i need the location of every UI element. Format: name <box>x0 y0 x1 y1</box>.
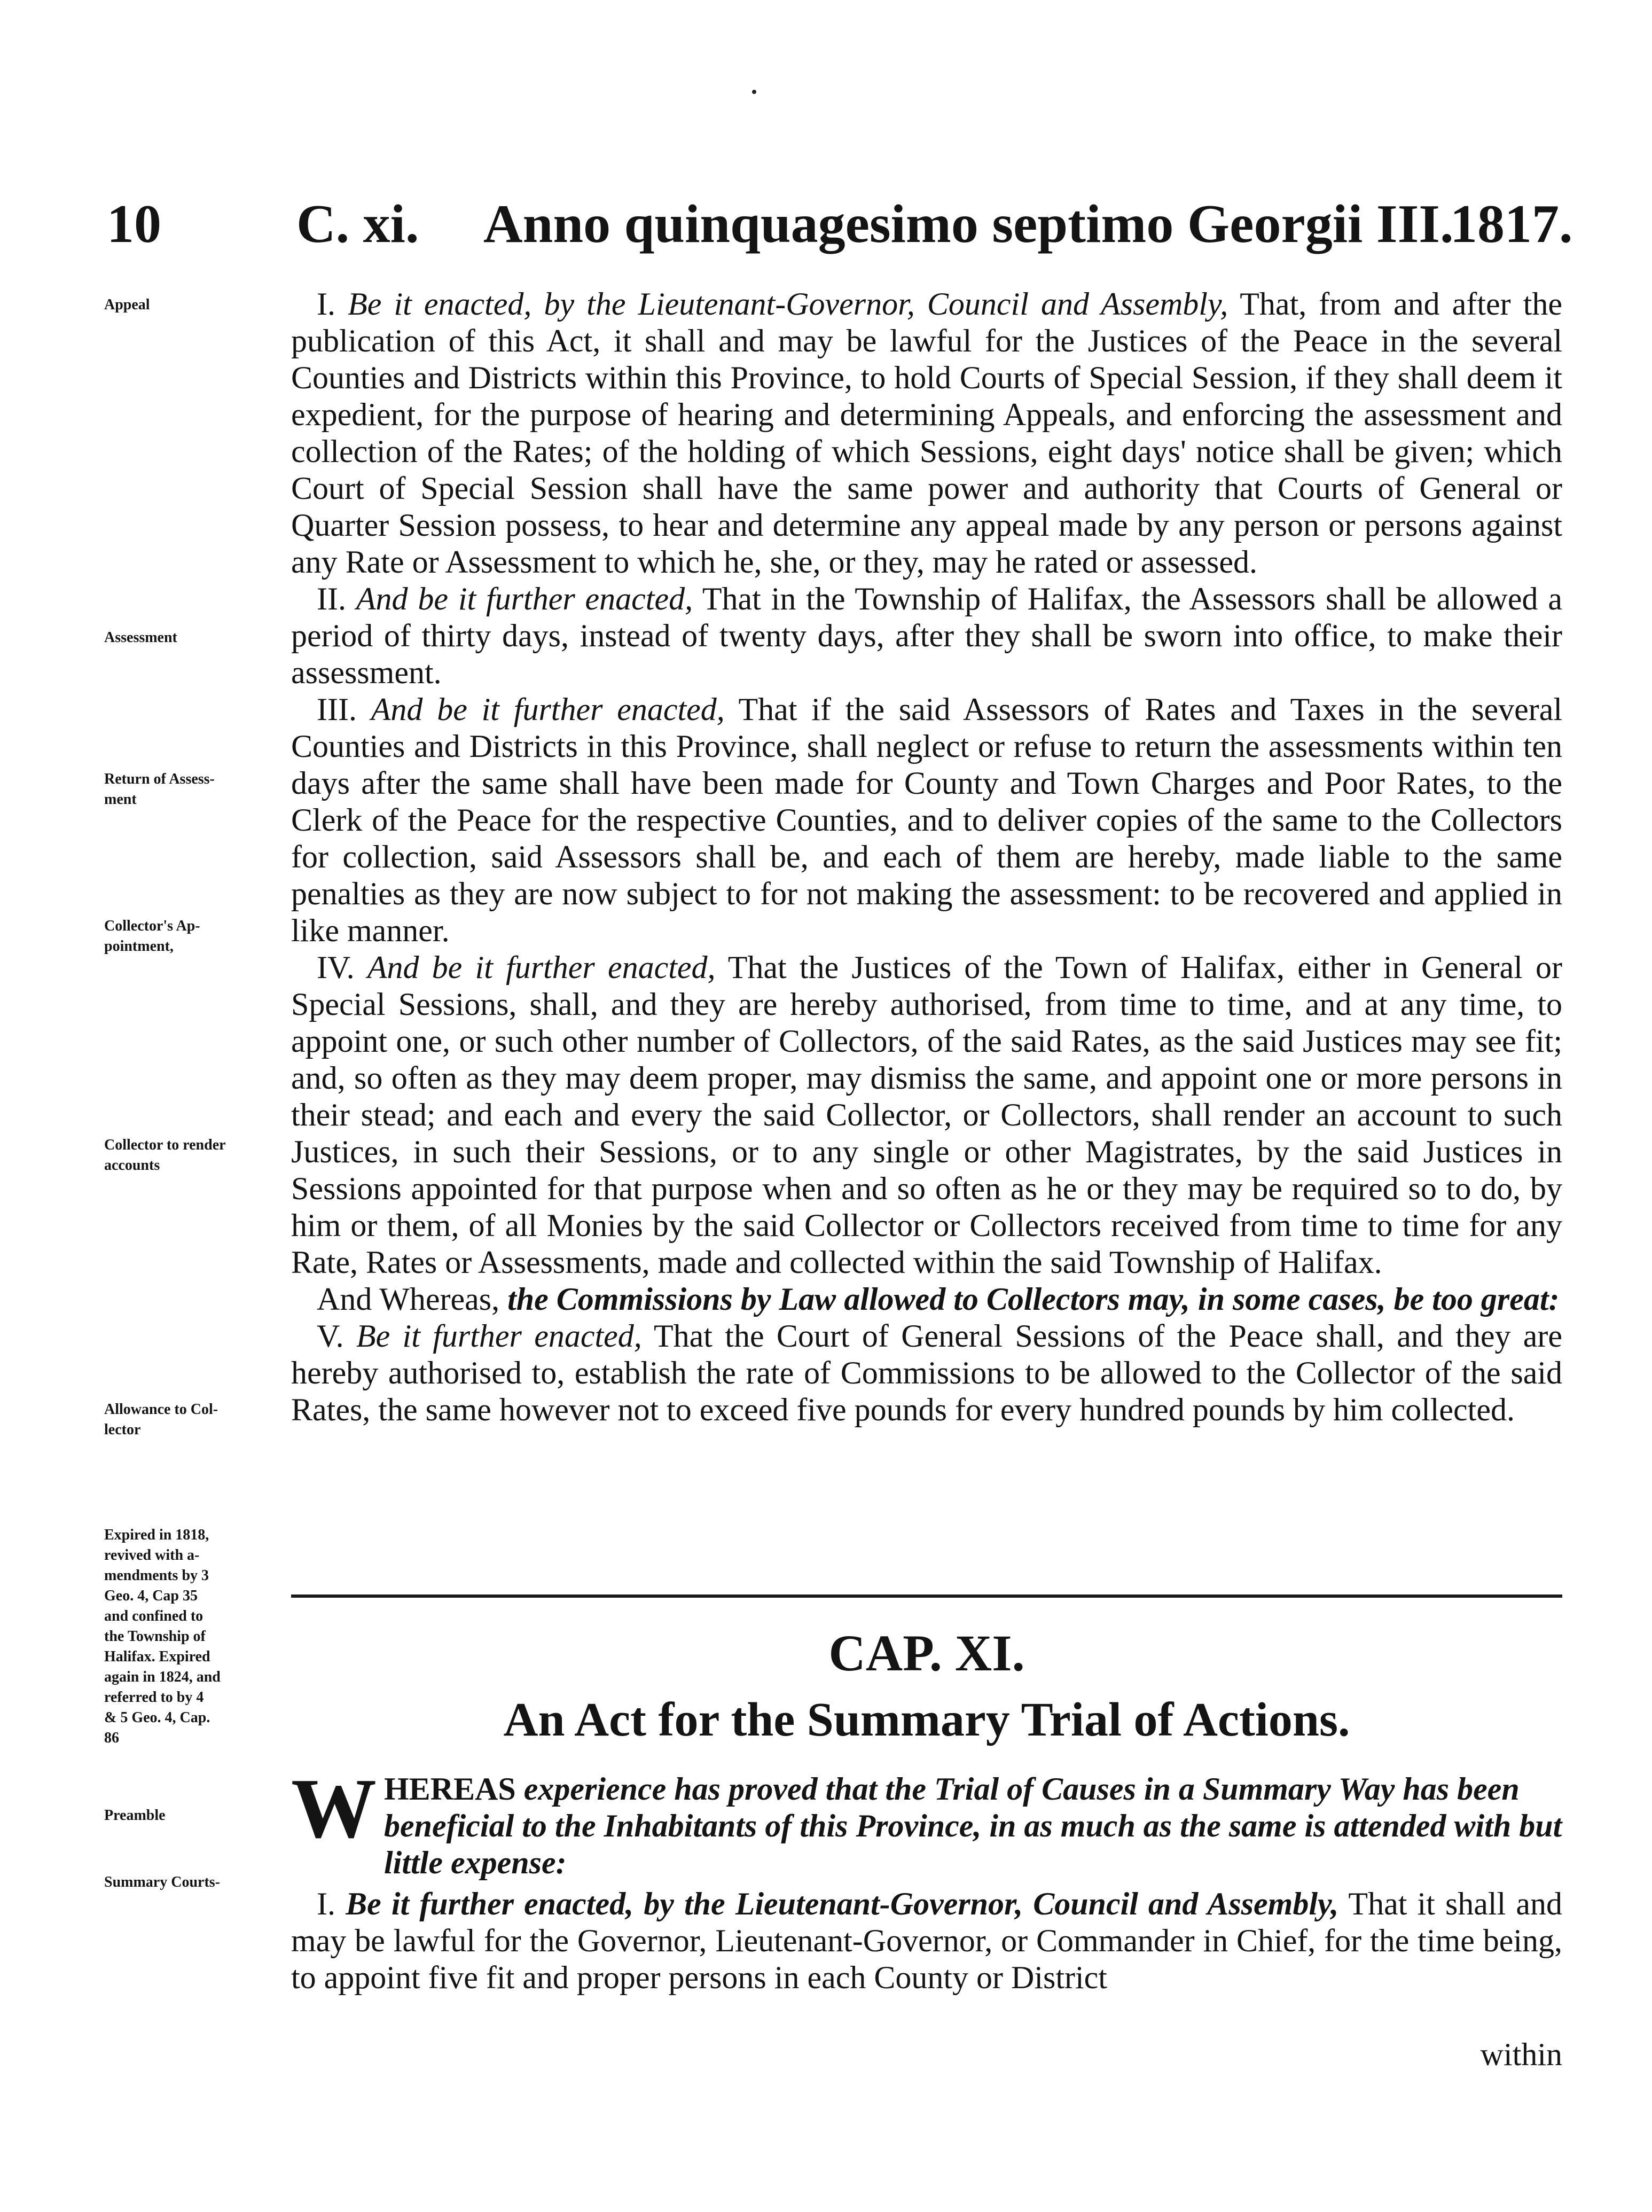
summary-courts-section <box>291 1886 1562 1996</box>
drop-cap: W <box>291 1761 377 1856</box>
page-number: 10 <box>107 194 161 254</box>
chapter-label: C. xi. <box>296 194 419 254</box>
enacting-clause: And be it further enacted, <box>356 581 693 616</box>
section-2 <box>291 581 1562 691</box>
section-number: V. <box>317 1318 344 1354</box>
margin-note-assessment: Assessment <box>104 629 177 646</box>
enacting-clause: Be it further enacted, <box>356 1318 642 1354</box>
margin-note-appeal: Appeal <box>104 296 150 313</box>
section-1 <box>291 286 1562 581</box>
catchword: within <box>1480 2037 1562 2072</box>
enacting-clause: Be it further enacted, by the Lieutenant-Governor, Council and Assembly, <box>346 1886 1339 1921</box>
margin-note-allowance: Allowance to Col- lector <box>104 1401 218 1438</box>
section-number: I. <box>317 286 335 322</box>
margin-note-expired: Expired in 1818, revived with a- mendments by 3 Geo. 4, Cap 35 and confined to the Township of Halifax. Expired again in 1824, and referred to by 4 & 5 Geo. 4, Cap. 86 <box>104 1527 221 1746</box>
section-text: That if the said Assessors of Rates and Taxes in the several Counties and Districts in this Province, shall neglect or refuse to return the assessments within ten days after the same shall have been made for County and Town Charges and Poor Rates, to the Clerk of the Peace for the respective Counties, and to deliver copies of the same to the Collectors for collection, said Assessors shall be, and each of them are hereby, made liable to the same penalties as they are now subject to for not making the assessment: to be recovered and applied in like manner. <box>291 692 1563 948</box>
running-title: Anno quinquagesimo septimo Georgii III. <box>483 194 1454 254</box>
whereas-lead: And Whereas, <box>317 1281 500 1317</box>
section-5 <box>291 1318 1562 1428</box>
section-number: IV. <box>317 950 355 985</box>
section-text: That in the Township of Halifax, the Assessors shall be allowed a period of thirty days, instead of twenty days, after they shall be sworn into office, to make their assessment. <box>291 581 1563 690</box>
act-title: An Act for the Summary Trial of Actions. <box>503 1693 1350 1746</box>
print-speck <box>752 90 756 94</box>
preamble-paragraph <box>291 1761 1562 1881</box>
section-4 <box>291 949 1562 1281</box>
enacting-clause: And be it further enacted, <box>367 950 716 985</box>
whereas-clause <box>291 1281 1562 1318</box>
section-3 <box>291 691 1562 949</box>
margin-note-summary-courts: Summary Courts- <box>104 1874 220 1890</box>
preamble-block <box>291 1761 1563 1996</box>
header-year: 1817. <box>1450 194 1573 254</box>
section-number: I. <box>317 1886 335 1921</box>
section-text: That the Court of General Sessions of the Peace shall, and they are hereby authorised to, establish the rate of Commissions to be allowed to the Collector of the said Rates, the same however not to exceed five pounds for every hundred pounds by him collected. <box>291 1318 1563 1427</box>
section-text: That, from and after the publication of this Act, it shall and may be lawful for the Justices of the Peace in the several Counties and Districts within this Province, to hold Courts of Special Session, if they shall deem it expedient, for the purpose of hearing and determining Appeals, and enforcing the assessment and collection of the Rates; of the holding of which Sessions, eight days' notice shall be given; which Court of Special Session shall have the same power and authority that Courts of General or Quarter Session possess, to hear and determine any appeal made by any person or persons against any Rate or Assessment to which he, she, or they, may he rated or assessed. <box>291 286 1562 580</box>
section-text: That the Justices of the Town of Halifax, either in General or Special Sessions, shall, and they are hereby authorised, from time to time, and at any time, to appoint one, or such other number of Collectors, of the said Rates, as the said Justices may see fit; and, so often as they may deem proper, may dismiss the same, and appoint one or more persons in their stead; and each and every the said Collector, or Collectors, shall render an account to such Justices, in such their Sessions, or to any single or other Magistrates, by the said Justices in Sessions appointed for that purpose when and so often as he or they may be required so to do, by him or them, of all Monies by the said Collector or Collectors received from time to time for any Rate, Rates or Assessments, made and collected within the said Township of Halifax. <box>291 950 1563 1280</box>
whereas-text: the Commissions by Law allowed to Collectors may, in some cases, be too great: <box>507 1281 1560 1317</box>
enacting-clause: Be it enacted, by the Lieutenant-Governor, Council and Assembly, <box>348 286 1228 322</box>
margin-note-collectors-appointment: Collector's Ap- pointment, <box>104 918 200 955</box>
margin-note-preamble: Preamble <box>104 1807 166 1824</box>
section-text: That it shall and may be lawful for the Governor, Lieutenant-Governor, or Commander in Chief, for the time being, to appoint five fit and proper persons in each County or District <box>291 1886 1563 1995</box>
act-body-text <box>291 286 1562 1428</box>
margin-note-return: Return of Assess- ment <box>104 771 215 808</box>
cap-heading: CAP. XI. <box>828 1624 1025 1682</box>
section-number: III. <box>317 692 357 727</box>
preamble-text: experience has proved that the Trial of Causes in a Summary Way has been beneficial to the Inhabitants of this Province, in as much as the same is attended with but little expense: <box>384 1771 1562 1880</box>
enacting-clause: And be it further enacted, <box>371 692 725 727</box>
margin-note-collector-render: Collector to render accounts <box>104 1137 226 1174</box>
whereas-word: HEREAS <box>384 1771 516 1807</box>
section-number: II. <box>317 581 346 616</box>
section-divider <box>291 1594 1562 1598</box>
